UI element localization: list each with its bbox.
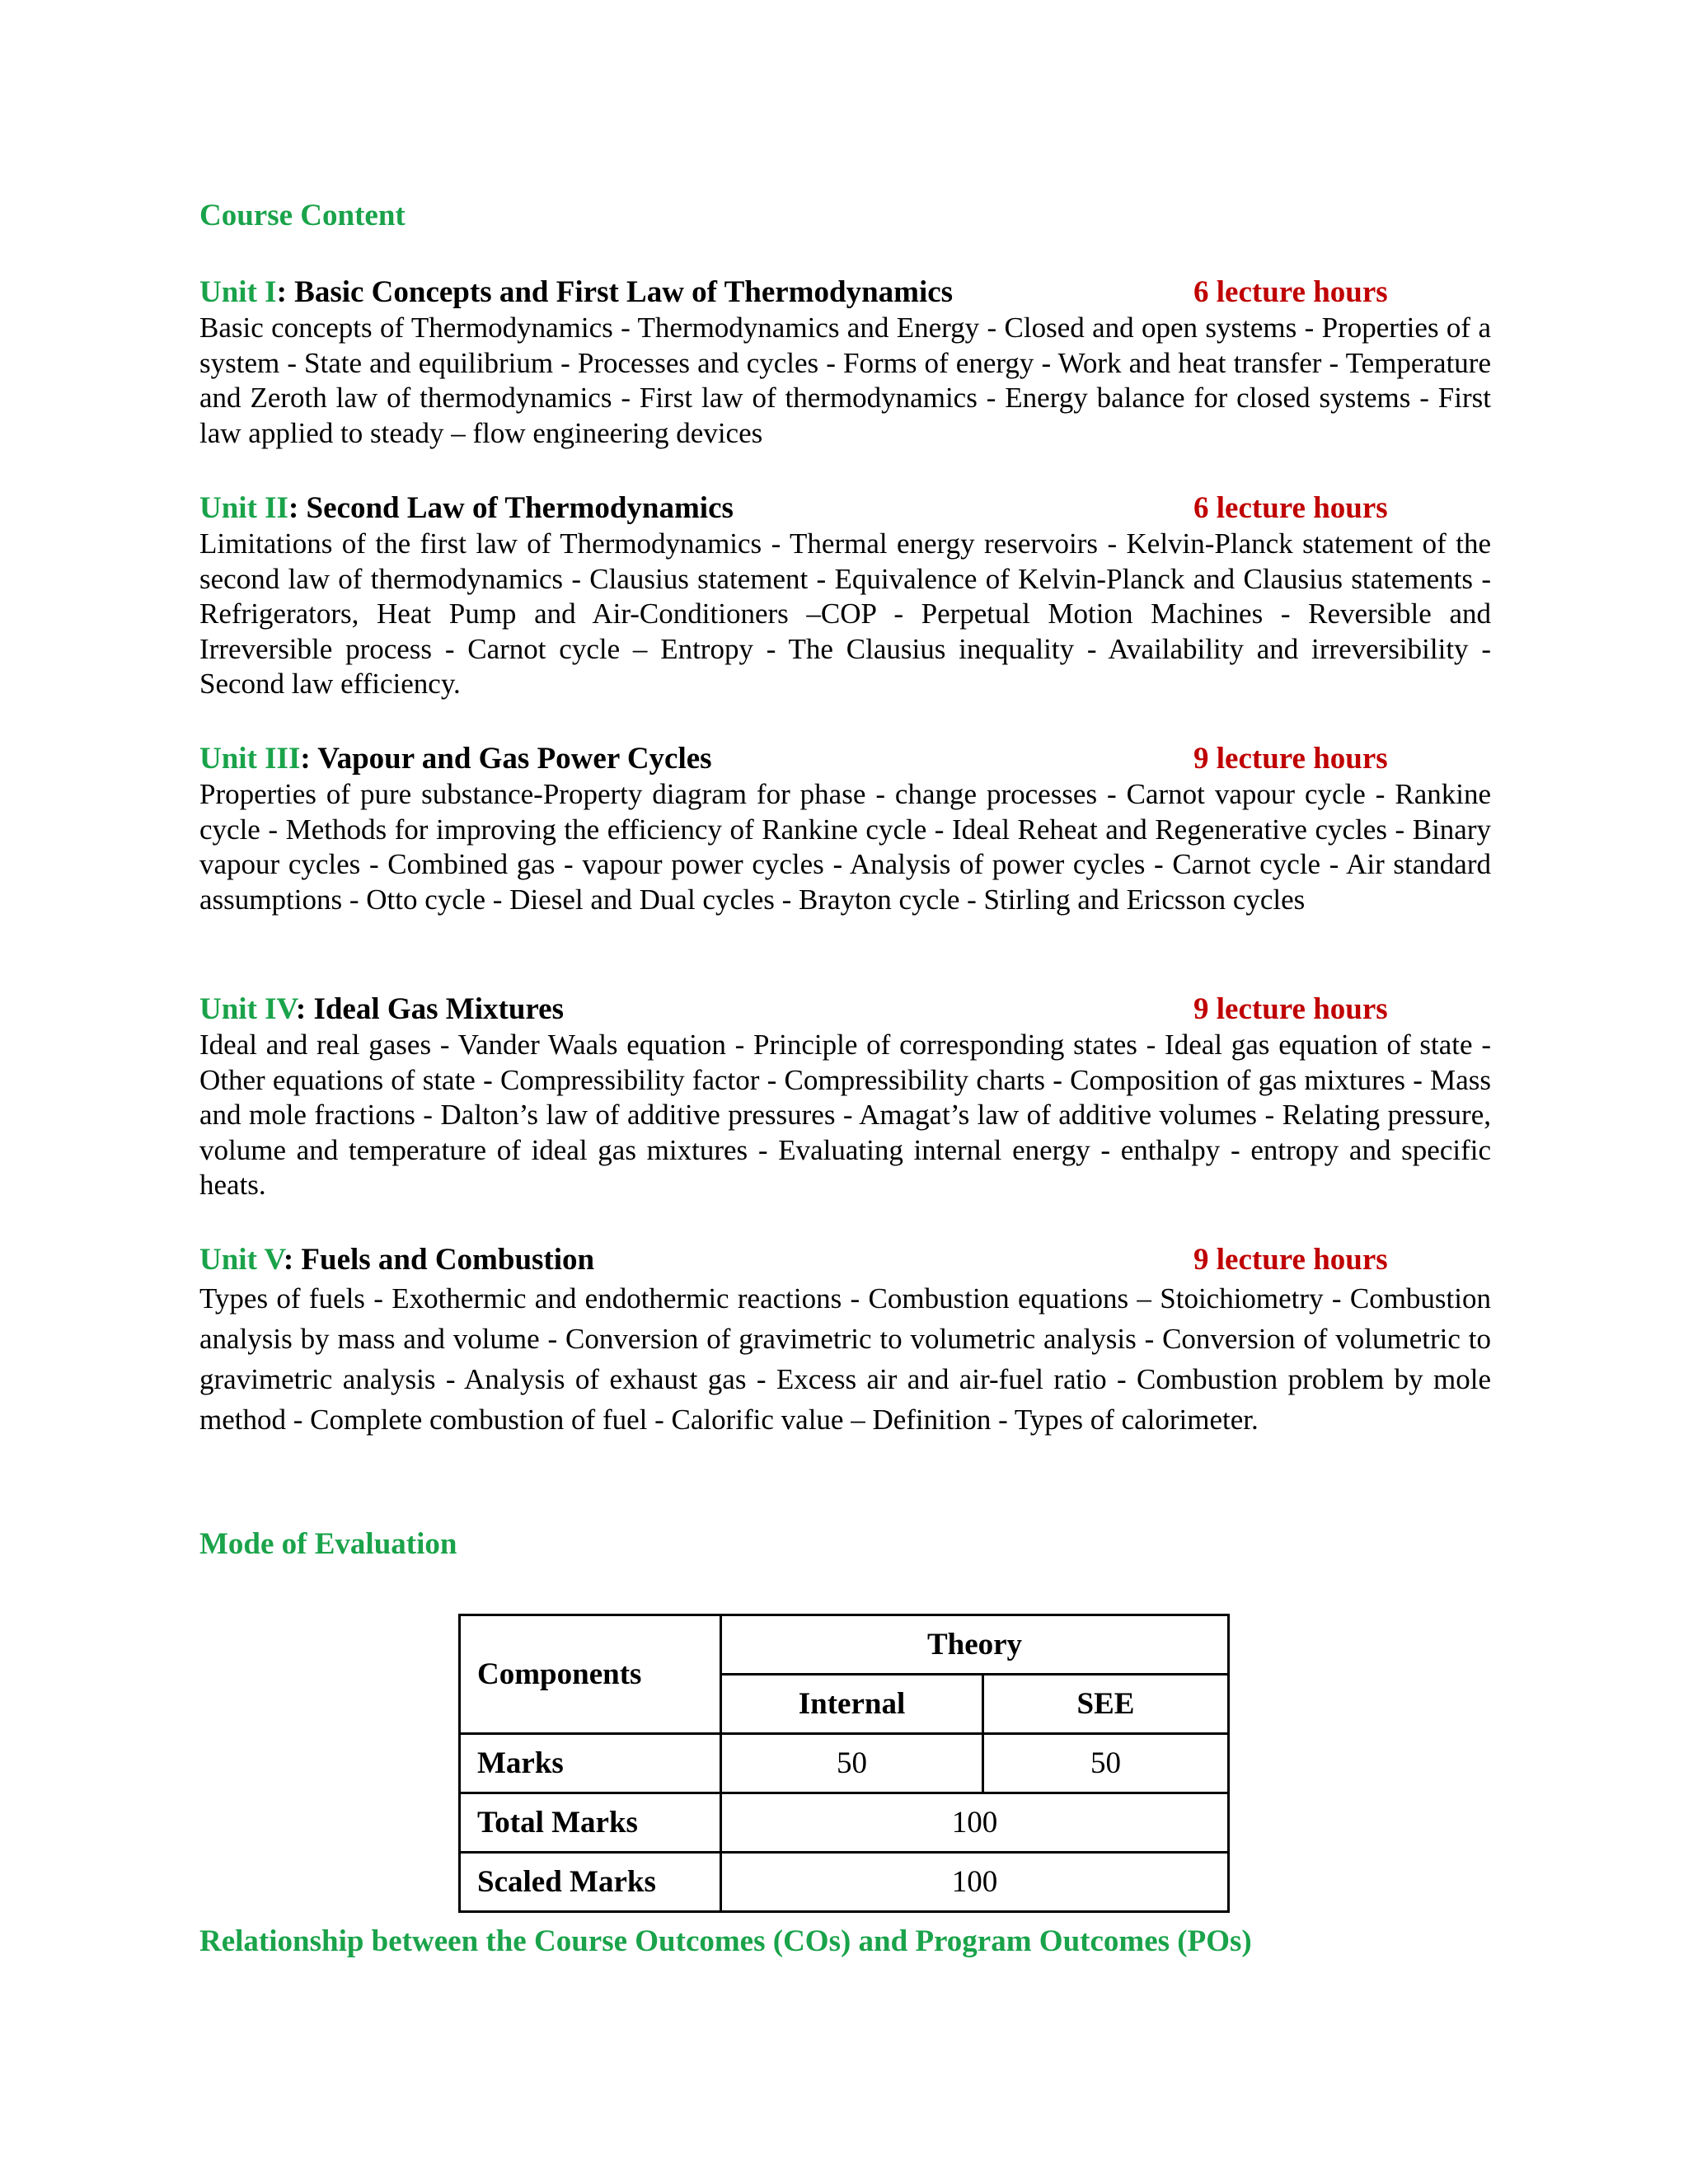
unit-5-title: : Fuels and Combustion: [283, 1243, 595, 1277]
unit-2-label: Unit II: [199, 491, 288, 525]
table-row: [460, 1793, 1229, 1853]
components-header: Components: [460, 1615, 721, 1734]
unit-4-hours: 9 lecture hours: [1193, 992, 1388, 1026]
total-marks-value: 100: [721, 1793, 1229, 1853]
unit-3-hours: 9 lecture hours: [1193, 742, 1388, 776]
unit-5-hours: 9 lecture hours: [1193, 1243, 1388, 1277]
unit-2-section: [199, 490, 1491, 702]
unit-1-header: [199, 274, 1491, 311]
unit-1-hours: 6 lecture hours: [1193, 275, 1388, 309]
marks-label: Marks: [460, 1734, 721, 1793]
see-header: SEE: [983, 1675, 1229, 1734]
marks-see-value: 50: [983, 1734, 1229, 1793]
course-content-heading: Course Content: [199, 199, 406, 232]
unit-3-label: Unit III: [199, 742, 301, 776]
table-row: [460, 1734, 1229, 1793]
unit-4-header: [199, 991, 1491, 1028]
unit-5-section: [199, 1242, 1491, 1440]
unit-4-description: Ideal and real gases - Vander Waals equation - Principle of corresponding states - Ideal gas equation of state - Other equations of state - Compressibility factor - Compressibility charts - Composition of gas mixtures - Mass and mole fractions - Dalton’s law of additive pressures - Amagat’s law of additive volumes - Relating pressure, volume and temperature of ideal gas mixtures - Evaluating internal energy - enthalpy - entropy and specific heats.: [199, 1029, 1491, 1201]
unit-3-description: Properties of pure substance-Property diagram for phase - change processes - Carnot vapour cycle - Rankine cycle - Methods for improving the efficiency of Rankine cycle - Ideal Reheat and Regenerative cycles - Binary vapour cycles - Combined gas - vapour power cycles - Analysis of power cycles - Carnot cycle - Air standard assumptions - Otto cycle - Diesel and Dual cycles - Brayton cycle - Stirling and Ericsson cycles: [199, 778, 1491, 916]
unit-2-hours: 6 lecture hours: [1193, 491, 1388, 525]
internal-header: Internal: [721, 1675, 983, 1734]
unit-5-header: [199, 1242, 1491, 1278]
unit-2-description: Limitations of the first law of Thermodynamics - Thermal energy reservoirs - Kelvin-Planck statement of the second law of thermodynamics - Clausius statement - Equivalence of Kelvin-Planck and Clausius statements - Refrigerators, Heat Pump and Air-Conditioners –COP - Perpetual Motion Machines - Reversible and Irreversible process - Carnot cycle – Entropy - The Clausius inequality - Availability and irreversibility - Second law efficiency.: [199, 527, 1491, 700]
unit-2-title: : Second Law of Thermodynamics: [288, 491, 734, 525]
unit-3-header: [199, 741, 1491, 777]
unit-3-title: : Vapour and Gas Power Cycles: [300, 742, 712, 776]
scaled-marks-value: 100: [721, 1853, 1229, 1912]
unit-1-section: [199, 274, 1491, 451]
mode-of-evaluation-heading: Mode of Evaluation: [199, 1527, 457, 1561]
unit-3-section: [199, 741, 1491, 917]
total-marks-label: Total Marks: [460, 1793, 721, 1853]
evaluation-table: [458, 1614, 1230, 1913]
unit-4-label: Unit IV: [199, 992, 296, 1026]
unit-4-section: [199, 991, 1491, 1203]
marks-internal-value: 50: [721, 1734, 983, 1793]
table-row: [460, 1853, 1229, 1912]
table-row: [460, 1615, 1229, 1675]
unit-4-title: : Ideal Gas Mixtures: [295, 992, 564, 1026]
unit-1-title: : Basic Concepts and First Law of Thermodynamics: [276, 275, 954, 309]
unit-2-header: [199, 490, 1491, 527]
theory-header: Theory: [721, 1615, 1229, 1675]
co-po-relationship-heading: Relationship between the Course Outcomes (COs) and Program Outcomes (POs): [199, 1924, 1252, 1958]
unit-1-label: Unit I: [199, 275, 277, 309]
unit-5-label: Unit V: [199, 1243, 284, 1277]
unit-5-description: Types of fuels - Exothermic and endothermic reactions - Combustion equations – Stoichiometry - Combustion analysis by mass and volume - Conversion of gravimetric to volumetric analysis - Conversion of volumetric to gravimetric analysis - Analysis of exhaust gas - Excess air and air-fuel ratio - Combustion problem by mole method - Complete combustion of fuel - Calorific value – Definition - Types of calorimeter.: [199, 1282, 1491, 1436]
unit-1-description: Basic concepts of Thermodynamics - Thermodynamics and Energy - Closed and open systems - Properties of a system - State and equilibrium - Processes and cycles - Forms of energy - Work and heat transfer - Temperature and Zeroth law of thermodynamics - First law of thermodynamics - Energy balance for closed systems - First law applied to steady – flow engineering devices: [199, 312, 1491, 449]
scaled-marks-label: Scaled Marks: [460, 1853, 721, 1912]
